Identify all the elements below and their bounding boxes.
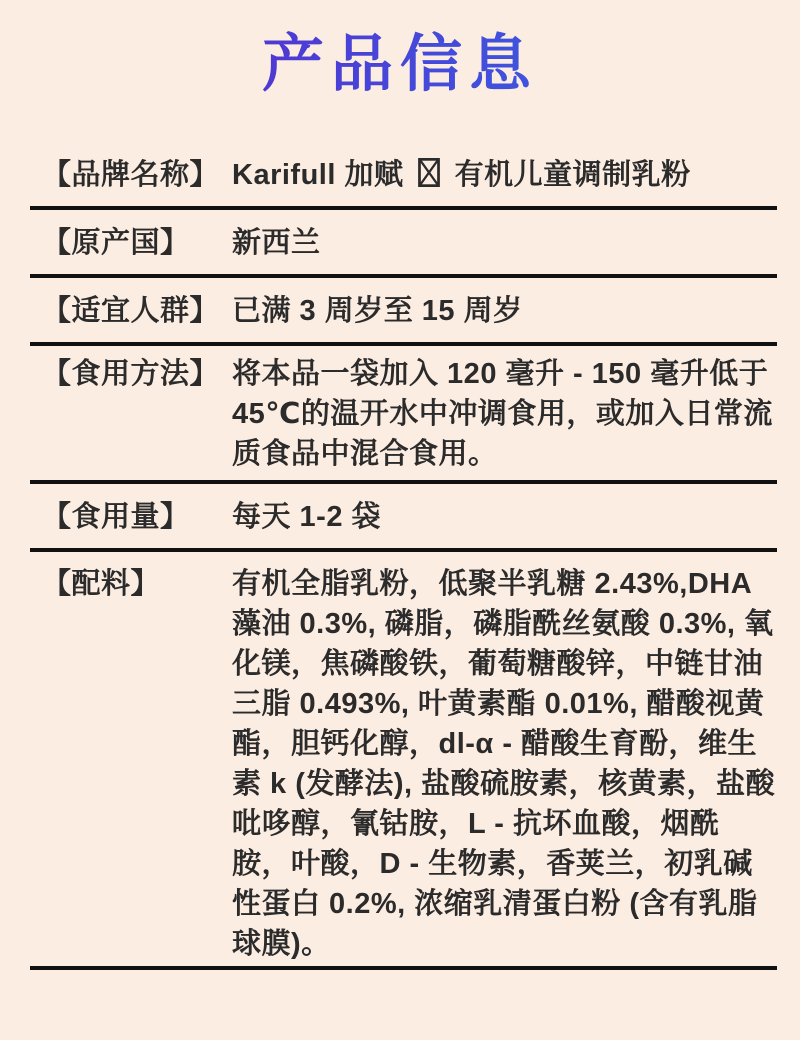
table-row	[30, 484, 777, 552]
product-info-table	[0, 142, 800, 970]
row-label: 【食用方法】	[42, 358, 220, 390]
row-value	[232, 564, 777, 964]
row-value-text: 将本品一袋加入 120 毫升 - 150 毫升低于45℃的温开水中冲调食用，或加入日常流质食品中混合食用。	[232, 358, 773, 470]
table-row	[30, 210, 777, 278]
table-row	[30, 278, 777, 346]
row-value	[232, 223, 777, 263]
table-row	[30, 142, 777, 210]
row-value-text: 新西兰	[232, 227, 321, 259]
product-info-page	[0, 24, 800, 1040]
table-row	[30, 552, 777, 970]
row-value-text: 每天 1-2 袋	[232, 501, 382, 533]
row-value-suffix: 有机儿童调制乳粉	[446, 159, 691, 191]
row-value	[232, 354, 777, 474]
row-value	[232, 291, 777, 331]
row-value	[232, 155, 777, 195]
row-label: 【配料】	[42, 568, 161, 600]
row-value-text: 已满 3 周岁至 15 周岁	[232, 295, 523, 327]
page-title: 产品信息	[0, 24, 800, 106]
row-label: 【适宜人群】	[42, 295, 220, 327]
row-label: 【原产国】	[42, 227, 190, 259]
row-value	[232, 497, 777, 537]
row-label: 【食用量】	[42, 501, 190, 533]
missing-glyph-icon	[418, 158, 440, 187]
table-row	[30, 346, 777, 484]
row-value-text: 有机全脂乳粉，低聚半乳糖 2.43%,DHA藻油 0.3%, 磷脂，磷脂酰丝氨酸 0.3%, 氧化镁，焦磷酸铁，葡萄糖酸锌，中链甘油三脂 0.493%, 叶黄素酯 0.01%, 醋酸视黄酯，胆钙化醇，dl-α - 醋酸生育酚，维生素 k (发酵法), 盐酸硫胺素，核黄素，盐酸吡哆醇，氰钴胺，L - 抗坏血酸，烟酰胺，叶酸，D - 生物素，香荚兰，初乳碱性蛋白 0.2%, 浓缩乳清蛋白粉 (含有乳脂球膜)。	[232, 568, 776, 960]
row-label: 【品牌名称】	[42, 159, 220, 191]
row-value-text: Karifull 加赋	[232, 159, 413, 191]
